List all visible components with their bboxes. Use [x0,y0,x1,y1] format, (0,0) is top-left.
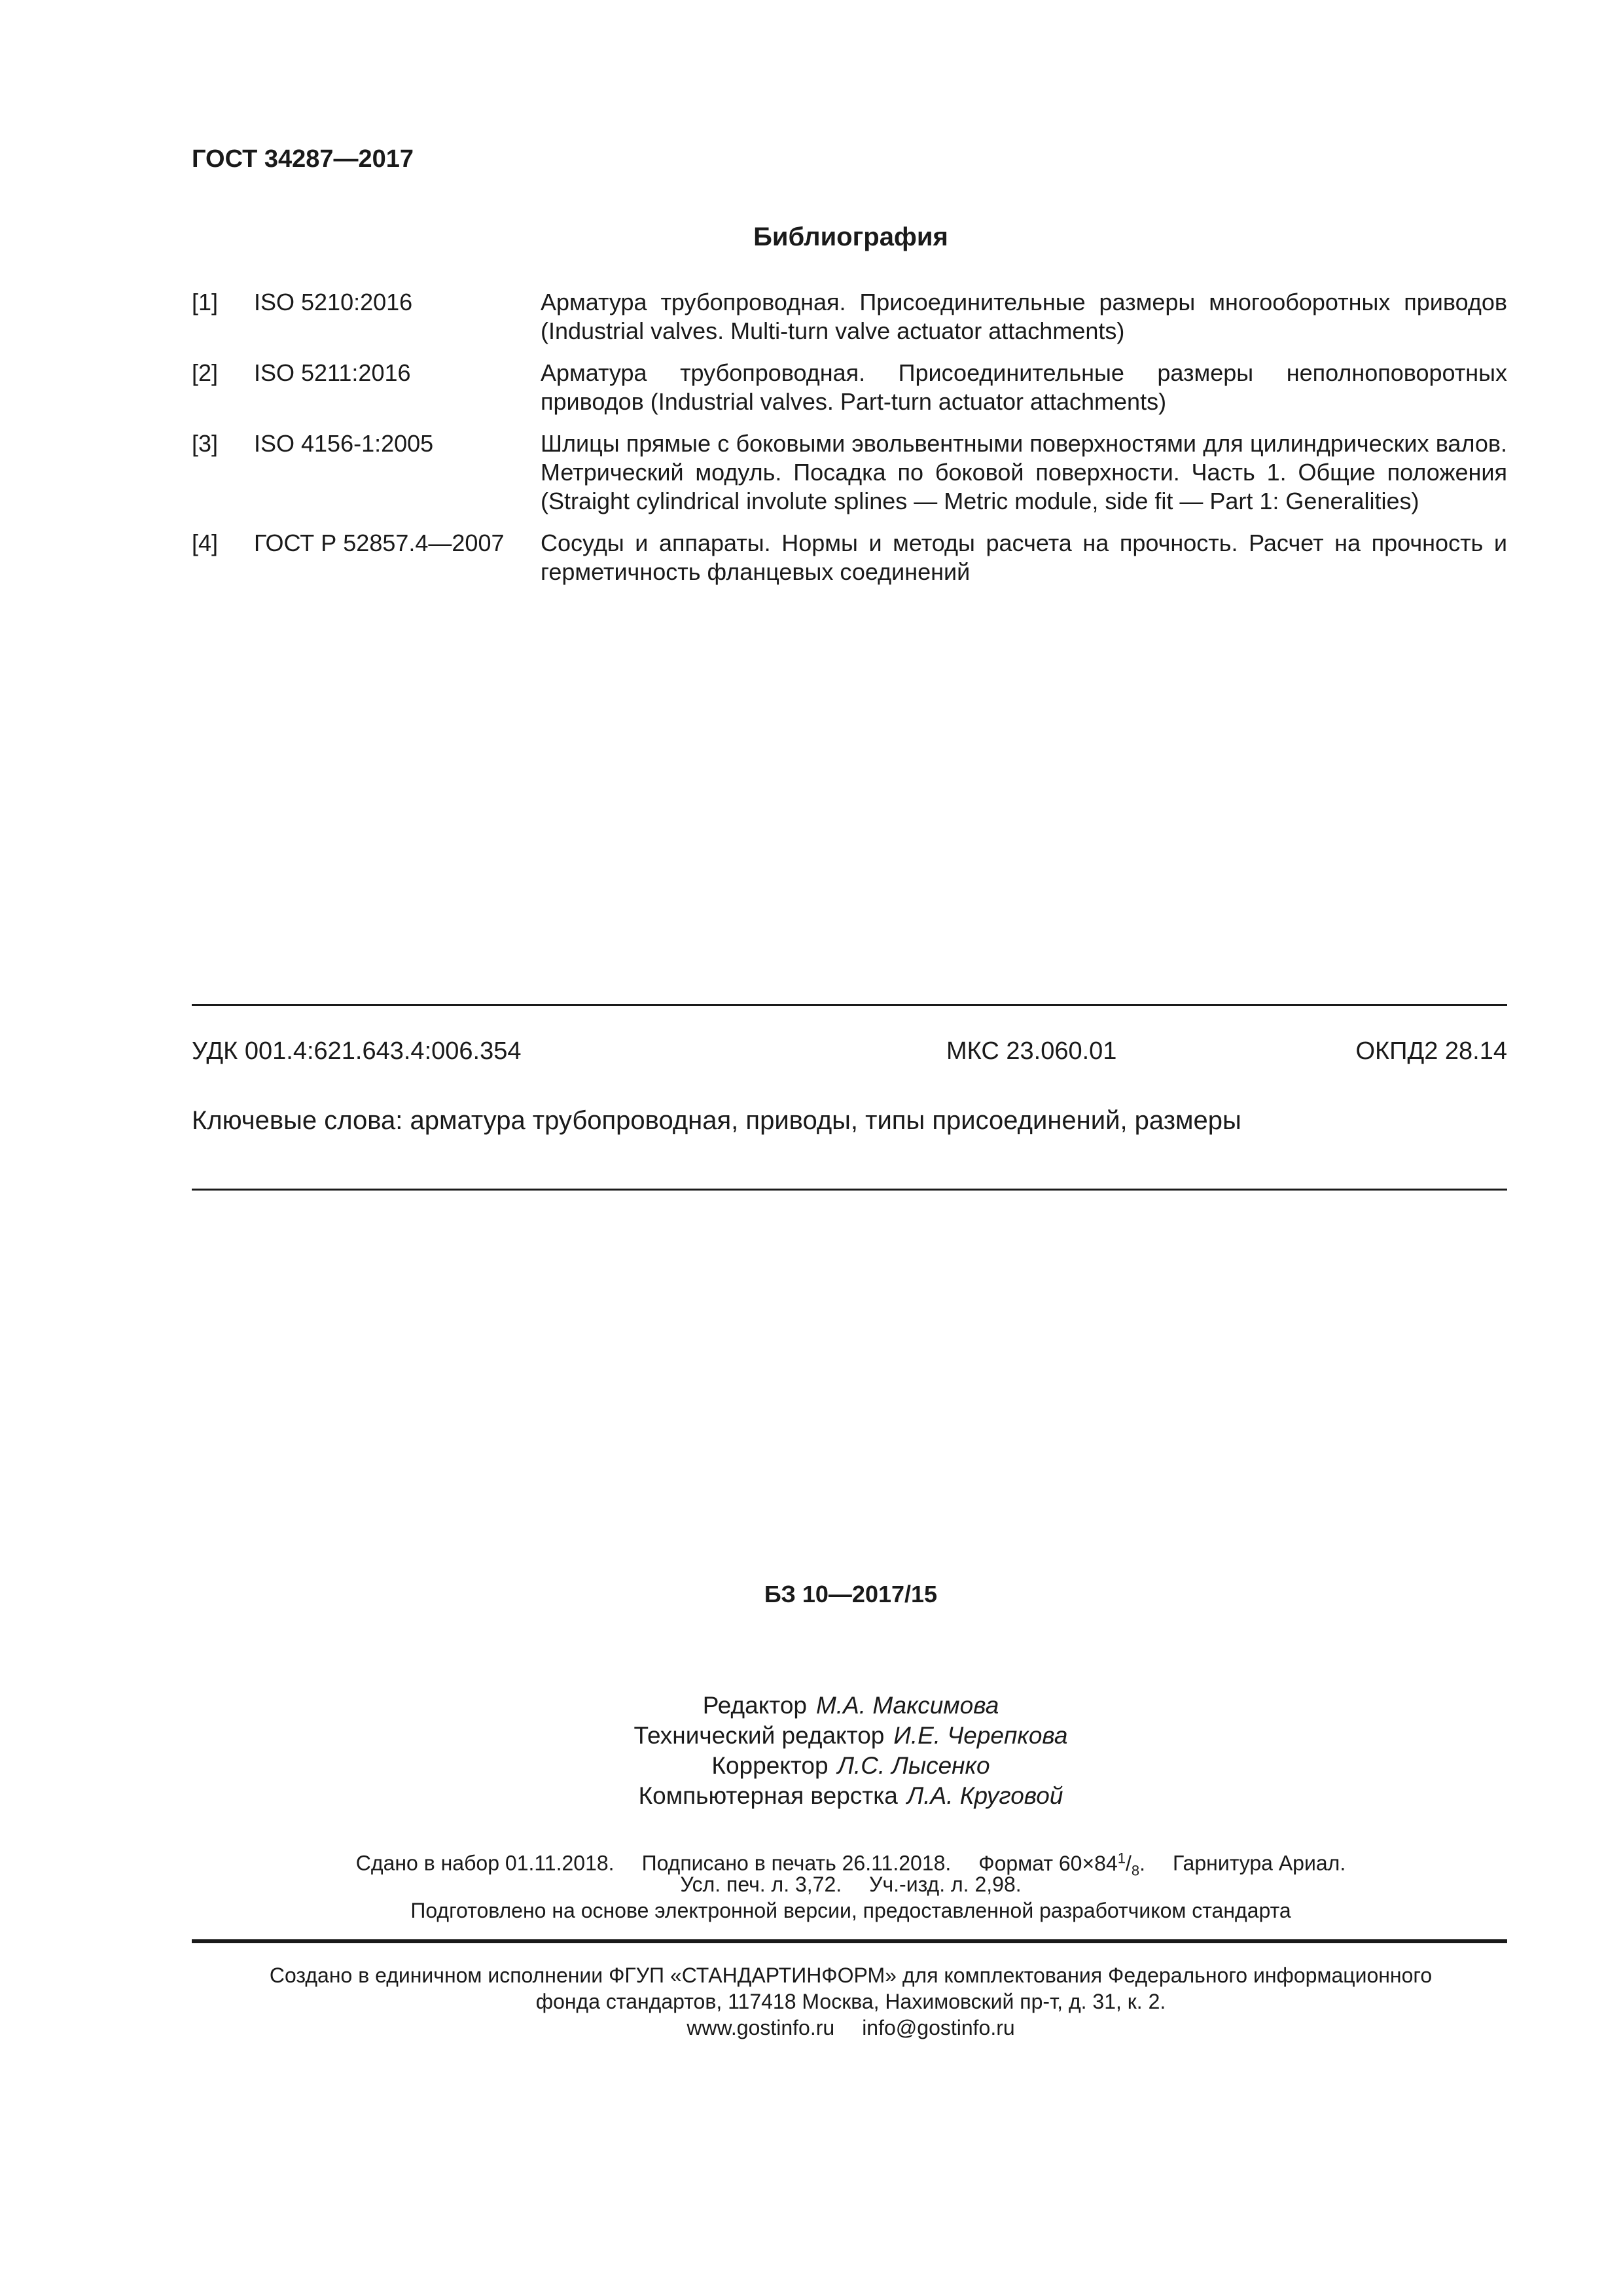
entry-text: Шлицы прямые с боковыми эвольвентными поверхностями для цилиндрических валов. Метрический модуль. Посадка по боковой поверхности. Часть 1. Общие положения (Straight cylindrical involute splines — Metric module, side fit — Part 1: Generalities) [541,430,1507,514]
keywords: Ключевые слова: арматура трубопроводная, приводы, типы присоединений, размеры [192,1106,1241,1135]
paper-format: Формат $60\times 84^1/_8$. [978,1850,1146,1879]
okpd-code: ОКПД2 28.14 [1355,1037,1507,1065]
staff-technical-editor [0,1721,1623,1751]
standard-number: ГОСТ 34287—2017 [192,145,414,173]
mks-code: МКС 23.060.01 [946,1037,1117,1065]
entry-text: Арматура трубопроводная. Присоединительные размеры неполноповоротных приводов (Industrial valves. Part-turn actuator attachments) [541,359,1507,415]
staff-role: Корректор [711,1752,829,1779]
entry-code: ISO 5211:2016 [254,359,411,386]
email-link[interactable]: info@gostinfo.ru [862,2016,1015,2039]
entry-text: Арматура трубопроводная. Присоединительные размеры многооборотных приводов (Industrial valves. Multi-turn valve actuator attachments) [541,289,1507,344]
staff-role: Компьютерная верстка [638,1782,898,1809]
footer-line: фонда стандартов, 117418 Москва, Нахимовский пр-т, д. 31, к. 2. [535,1990,1166,2013]
bibliography-entry [192,359,1507,416]
publication-sheets [0,1871,1623,1897]
signed-date: Подписано в печать 26.11.2018. [641,1851,952,1875]
print-sheets: Усл. печ. л. 3,72. [680,1873,842,1896]
staff-corrector [0,1751,1623,1781]
entry-number: [1] [192,289,219,315]
udk-code: УДК 001.4:621.643.4:006.354 [192,1037,522,1065]
divider [192,1189,1507,1191]
footer-contacts [0,2015,1623,2041]
entry-code: ISO 5210:2016 [254,289,413,315]
bibliography-entry [192,288,1507,346]
footer-line: Создано в единичном исполнении ФГУП «СТАНДАРТИНФОРМ» для комплектования Федерального информационного [269,1964,1433,1987]
staff-name: Л.А. Круговой [906,1782,1063,1809]
set-date: Сдано в набор 01.11.2018. [355,1851,615,1875]
staff-name: И.Е. Черепкова [893,1722,1068,1749]
pub-sheets: Уч.-изд. л. 2,98. [869,1873,1022,1896]
staff-role: Редактор [702,1692,807,1719]
prepared-note: Подготовлено на основе электронной версии, предоставленной разработчиком стандарта [410,1899,1291,1922]
typeface: Гарнитура Ариал. [1173,1851,1346,1875]
staff-name: Л.С. Лысенко [837,1752,990,1779]
entry-number: [2] [192,359,219,386]
staff-editor [0,1691,1623,1721]
bibliography-entry [192,429,1507,516]
website-link[interactable]: www.gostinfo.ru [687,2016,835,2039]
staff-layout [0,1781,1623,1811]
divider [192,1939,1507,1943]
staff-name: М.А. Максимова [815,1692,999,1719]
entry-number: [4] [192,529,219,556]
entry-code: ISO 4156-1:2005 [254,430,434,457]
bibliography-entry [192,529,1507,586]
entry-text: Сосуды и аппараты. Нормы и методы расчета на прочность. Расчет на прочность и герметичность фланцевых соединений [541,529,1507,585]
divider [192,1004,1507,1006]
entry-number: [3] [192,430,219,457]
entry-code: ГОСТ Р 52857.4—2007 [254,529,505,556]
issue-code: БЗ 10—2017/15 [764,1581,938,1607]
staff-role: Технический редактор [633,1722,885,1749]
bibliography-title: Библиография [753,223,948,251]
